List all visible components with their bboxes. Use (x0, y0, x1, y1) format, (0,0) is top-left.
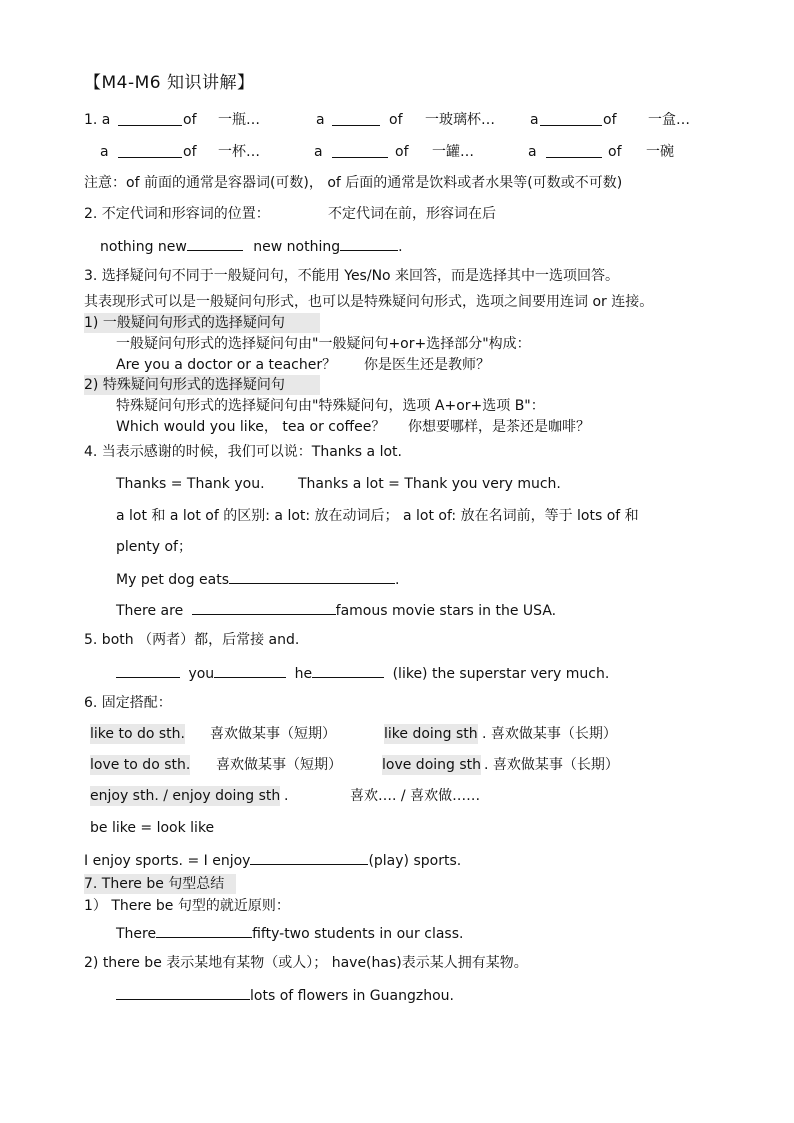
blank[interactable] (250, 849, 368, 865)
blank[interactable] (116, 984, 250, 1000)
s7-there: There (116, 926, 157, 942)
s6-row2 (90, 755, 670, 775)
blank[interactable] (156, 922, 252, 938)
s2-end: . (398, 239, 403, 255)
blank[interactable] (312, 662, 384, 678)
s3-sub1-heading: 1) 一般疑问句形式的选择疑问句 (84, 313, 320, 333)
s1-r1-of3: of (603, 112, 617, 128)
s3-sub2-heading: 2) 特殊疑问句形式的选择疑问句 (84, 375, 320, 395)
s6-enjoy-sports: I enjoy sports. = I enjoy (84, 853, 251, 869)
s6-r3-dot: . (284, 788, 289, 804)
s3-line1: 3. 选择疑问句不同于一般疑问句，不能用 Yes/No 来回答，而是选择其中一选项回答。 (84, 268, 620, 284)
s6-r2-cn2: . 喜欢做某事（长期） (484, 757, 619, 773)
s1-r1-of2: of (389, 112, 403, 128)
s6-love-to-do: love to do sth. (90, 757, 191, 773)
s2-ex2: new nothing (253, 239, 341, 255)
s6-enjoy: enjoy sth. / enjoy doing sth (90, 788, 281, 804)
s1-note: 注意：of 前面的通常是容器词(可数)， of 后面的通常是饮料或者水果等(可数或不可数) (84, 175, 623, 191)
s6-row4: be like = look like (90, 820, 215, 836)
s7-sub2-example (116, 984, 454, 1006)
s4-pet-dog: My pet dog eats (116, 572, 230, 588)
s3-ex2-en: Which would you like， tea or coffee？ (116, 419, 386, 435)
s7-sub2: 2) there be 表示某地有某物（或人）； have(has)表示某人拥有某物。 (84, 955, 528, 971)
s6-row5 (84, 849, 461, 871)
blank[interactable] (118, 110, 182, 126)
s4-thanks: Thanks = Thank you. (116, 476, 265, 492)
blank[interactable] (116, 662, 180, 678)
s6-r1-cn: 喜欢做某事（短期） (210, 726, 336, 742)
s6-play-sports: (play) sports. (368, 853, 462, 869)
s1-r2-of1: of (183, 144, 197, 160)
s3-sub1-desc: 一般疑问句形式的选择疑问句由"一般疑问句+or+选择部分"构成： (116, 336, 531, 352)
s1-r1-a: 1. a (84, 112, 111, 128)
s3-sub1-example (116, 355, 616, 375)
s1-r2-a: a (100, 144, 109, 160)
s2-ex1: nothing new (100, 239, 187, 255)
s1-r1-of1: of (183, 112, 197, 128)
blank[interactable] (340, 235, 398, 251)
s1-r2-a2: a (314, 144, 323, 160)
s5-he: he (294, 666, 313, 682)
s4-there-are: There are (116, 603, 184, 619)
s4-line6 (116, 599, 556, 621)
s3-line2: 其表现形式可以是一般疑问句形式，也可以是特殊疑问句形式，选项之间要用连词 or 连接。 (84, 294, 654, 310)
blank[interactable] (229, 568, 395, 584)
s1-r1-cn1: 一瓶… (218, 112, 260, 128)
s1-r2-of2: of (395, 144, 409, 160)
s4-line4: plenty of； (116, 539, 192, 555)
blank[interactable] (192, 599, 336, 615)
s1-r2-cn3: 一碗 (646, 144, 674, 160)
blank[interactable] (187, 235, 243, 251)
s1-r2-cn2: 一罐… (432, 144, 474, 160)
s3-ex2-cn: 你想要哪样，是茶还是咖啡？ (408, 419, 590, 435)
s4-line1: 4. 当表示感谢的时候，我们可以说：Thanks a lot. (84, 444, 402, 460)
s6-r3-cn: 喜欢…. / 喜欢做…… (350, 788, 481, 804)
s6-heading: 6. 固定搭配： (84, 695, 172, 711)
s7-heading: 7. There be 句型总结 (84, 874, 236, 894)
blank[interactable] (118, 142, 182, 158)
s2-rule: 不定代词在前，形容词在后 (328, 206, 496, 222)
s6-like-to-do: like to do sth. (90, 726, 185, 742)
s4-movie-stars: famous movie stars in the USA. (335, 603, 557, 619)
blank[interactable] (540, 110, 602, 126)
s1-r1-cn3: 一盒… (648, 112, 690, 128)
s1-r1-cn2: 一玻璃杯… (425, 112, 495, 128)
s7-flowers: lots of flowers in Guangzhou. (250, 988, 454, 1004)
blank[interactable] (332, 110, 380, 126)
s2-heading: 2. 不定代词和形容词的位置： (84, 206, 270, 222)
s3-sub2-desc: 特殊疑问句形式的选择疑问句由"特殊疑问句，选项 A+or+选项 B"： (116, 398, 545, 414)
blank[interactable] (332, 142, 388, 158)
s1-r2-a3: a (528, 144, 537, 160)
s1-r2-of3: of (608, 144, 622, 160)
s4-line2 (116, 474, 616, 494)
s5-line2 (116, 662, 609, 684)
s5-line1: 5. both （两者）都，后常接 and. (84, 632, 300, 648)
s1-row1 (84, 110, 724, 130)
s4-thanks-alot: Thanks a lot = Thank you very much. (298, 476, 561, 492)
s2-example (100, 235, 403, 257)
s6-love-doing: love doing sth (382, 757, 482, 773)
s3-ex1-en: Are you a doctor or a teacher？ (116, 357, 337, 373)
s1-r2-cn1: 一杯… (218, 144, 260, 160)
s5-you: you (188, 666, 215, 682)
s6-like-doing: like doing sth (384, 726, 478, 742)
s6-row3 (90, 786, 590, 806)
s3-sub2-example (116, 417, 636, 437)
s4-line3: a lot 和 a lot of 的区别: a lot: 放在动词后； a lot of: 放在名词前，等于 lots of 和 (116, 508, 639, 524)
blank[interactable] (214, 662, 286, 678)
s7-fifty-two: fifty-two students in our class. (252, 926, 464, 942)
s7-sub1-example (116, 922, 463, 944)
s1-r1-a3: a (530, 112, 539, 128)
s1-row2 (84, 142, 724, 162)
s7-sub1: 1） There be 句型的就近原则： (84, 898, 290, 914)
page-title: 【M4-M6 知识讲解】 (84, 73, 255, 93)
s2-heading-line (84, 204, 644, 224)
s4-end: . (395, 572, 400, 588)
s5-like: (like) the superstar very much. (392, 666, 610, 682)
s6-row1 (90, 724, 670, 744)
s6-r2-cn: 喜欢做某事（短期） (216, 757, 342, 773)
s1-r1-a2: a (316, 112, 325, 128)
s6-r1-cn2: . 喜欢做某事（长期） (482, 726, 617, 742)
blank[interactable] (546, 142, 602, 158)
s3-ex1-cn: 你是医生还是教师？ (364, 357, 490, 373)
s4-line5 (116, 568, 399, 590)
